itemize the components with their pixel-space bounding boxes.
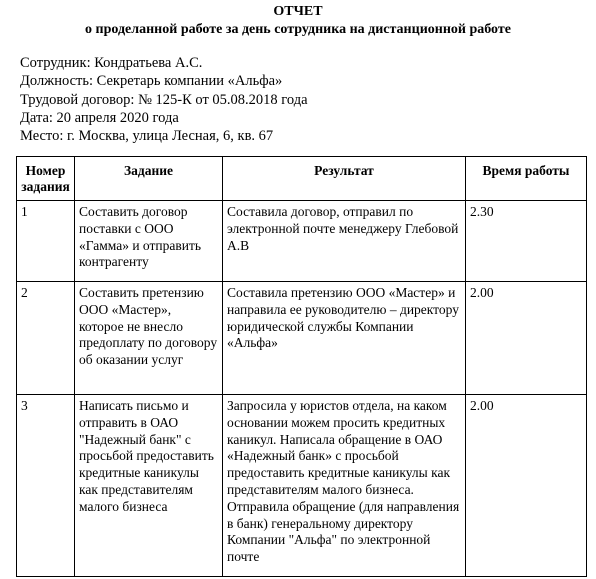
task-time-cell: 2.00 <box>466 395 587 577</box>
task-result-cell: Запросила у юристов отдела, на каком основании можем просить кредитных каникул. Написала обращение в ОАО «Надежный банк» с просьбой предоставить кредитные каникулы как представителям малого бизнеса. Отправила обращение (для направления в банк) генеральному директору Компании "Альфа" по электронной почте <box>223 395 466 577</box>
table-row <box>17 282 587 395</box>
task-description-cell: Написать письмо и отправить в ОАО "Надежный банк" с просьбой предоставить кредитные каникулы как представителям малого бизнеса <box>75 395 223 577</box>
document-subtitle: о проделанной работе за день сотрудника на дистанционной работе <box>85 22 511 37</box>
column-header-time: Время работы <box>466 157 587 201</box>
task-result-cell: Составила претензию ООО «Мастер» и направила ее руководителю – директору юридической службы Компании «Альфа» <box>223 282 466 395</box>
employee-line: Сотрудник: Кондратьева А.С. <box>20 55 203 71</box>
position-line: Должность: Секретарь компании «Альфа» <box>20 73 283 89</box>
column-header-number: Номер задания <box>17 157 75 201</box>
contract-line: Трудовой договор: № 125-К от 05.08.2018 года <box>20 92 308 108</box>
tasks-table <box>16 156 587 577</box>
task-number-cell: 3 <box>17 395 75 577</box>
column-header-task: Задание <box>75 157 223 201</box>
table-row <box>17 395 587 577</box>
date-line: Дата: 20 апреля 2020 года <box>20 110 179 126</box>
task-description-cell: Составить договор поставки с ООО «Гамма» и отправить контрагенту <box>75 201 223 282</box>
document-title: ОТЧЕТ <box>273 4 323 19</box>
table-header-row <box>17 157 587 201</box>
task-description-cell: Составить претензию ООО «Мастер», которое не внесло предоплату по договору об оказании услуг <box>75 282 223 395</box>
task-time-cell: 2.00 <box>466 282 587 395</box>
place-line: Место: г. Москва, улица Лесная, 6, кв. 67 <box>20 128 274 144</box>
task-number-cell: 2 <box>17 282 75 395</box>
task-time-cell: 2.30 <box>466 201 587 282</box>
task-number-cell: 1 <box>17 201 75 282</box>
task-result-cell: Составила договор, отправил по электронной почте менеджеру Глебовой А.В <box>223 201 466 282</box>
column-header-result: Результат <box>223 157 466 201</box>
table-row <box>17 201 587 282</box>
